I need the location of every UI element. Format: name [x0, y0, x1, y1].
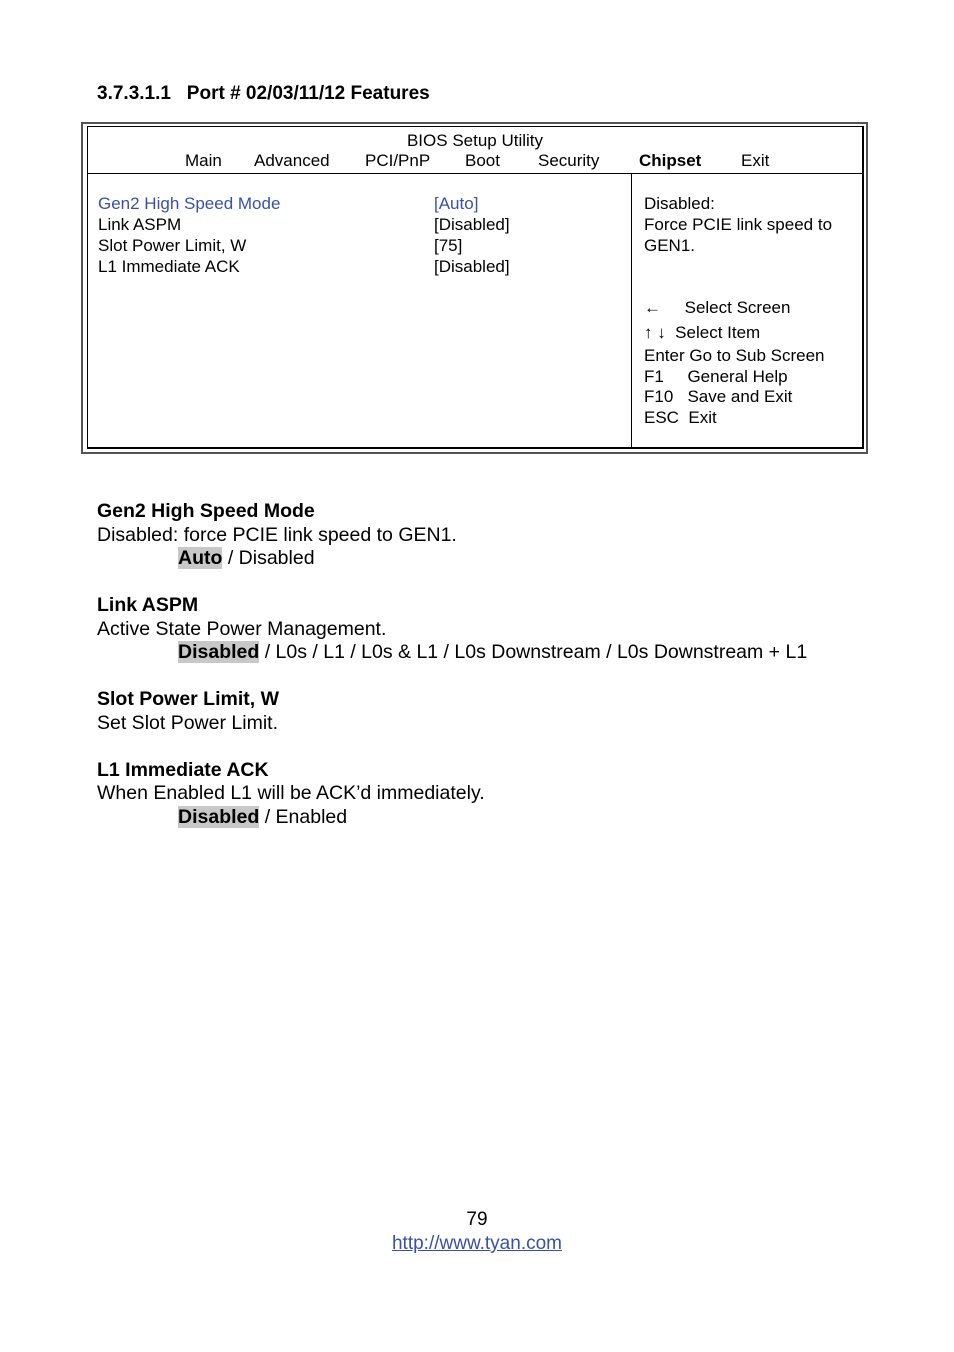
help-line-3: GEN1.	[644, 236, 696, 255]
bios-header-divider	[88, 173, 862, 174]
tab-exit[interactable]: Exit	[741, 151, 770, 170]
default-option: Disabled	[178, 806, 260, 828]
desc-heading-link-aspm: Link ASPM	[97, 594, 199, 616]
desc-text-l1-ack: When Enabled L1 will be ACK’d immediately.	[97, 782, 485, 804]
desc-heading-l1-ack: L1 Immediate ACK	[97, 759, 269, 781]
setting-gen2-high-speed-mode[interactable]: Gen2 High Speed Mode	[98, 194, 281, 213]
setting-value-l1-immediate-ack[interactable]: [Disabled]	[434, 257, 510, 276]
default-option: Auto	[178, 547, 223, 569]
help-line-1: Disabled:	[644, 194, 715, 213]
setting-l1-immediate-ack[interactable]: L1 Immediate ACK	[98, 257, 240, 276]
footer-url-link[interactable]: http://www.tyan.com	[391, 1233, 562, 1254]
key-f10-save-exit: F10 Save and Exit	[644, 387, 793, 406]
key-esc-exit: ESC Exit	[644, 408, 717, 427]
bios-panel-divider	[631, 173, 632, 447]
key-select-screen: ← Select Screen	[644, 298, 791, 317]
key-f1-general-help: F1 General Help	[644, 367, 788, 386]
desc-heading-slot-power: Slot Power Limit, W	[97, 688, 280, 710]
desc-options-l1-ack: Disabled / Enabled	[178, 806, 348, 828]
tab-main[interactable]: Main	[185, 151, 222, 170]
key-enter-sub-screen: Enter Go to Sub Screen	[644, 346, 825, 365]
desc-text-slot-power: Set Slot Power Limit.	[97, 712, 278, 734]
bios-tab-bar	[88, 151, 862, 173]
desc-options-link-aspm: Disabled / L0s / L1 / L0s & L1 / L0s Downstream / L0s Downstream + L1	[178, 641, 808, 663]
tab-security[interactable]: Security	[538, 151, 600, 170]
bios-title: BIOS Setup Utility	[406, 131, 544, 150]
help-line-2: Force PCIE link speed to	[644, 215, 833, 234]
setting-value-slot-power-limit[interactable]: [75]	[434, 236, 463, 255]
desc-options-gen2: Auto / Disabled	[178, 547, 315, 569]
page-number: 79	[466, 1209, 488, 1230]
tab-pci-pnp[interactable]: PCI/PnP	[365, 151, 431, 170]
section-title: 3.7.3.1.1 Port # 02/03/11/12 Features	[97, 83, 430, 104]
default-option: Disabled	[178, 641, 260, 663]
tab-boot[interactable]: Boot	[465, 151, 500, 170]
setting-slot-power-limit[interactable]: Slot Power Limit, W	[98, 236, 247, 255]
setting-value-link-aspm[interactable]: [Disabled]	[434, 215, 510, 234]
tab-chipset[interactable]: Chipset	[639, 151, 702, 170]
tab-advanced[interactable]: Advanced	[254, 151, 330, 170]
bios-frame	[87, 126, 864, 449]
desc-text-gen2: Disabled: force PCIE link speed to GEN1.	[97, 524, 457, 546]
setting-link-aspm[interactable]: Link ASPM	[98, 215, 182, 234]
bios-setup-screen	[81, 122, 868, 454]
desc-text-link-aspm: Active State Power Management.	[97, 618, 387, 640]
key-select-item: ↑ ↓ Select Item	[644, 323, 761, 342]
desc-heading-gen2: Gen2 High Speed Mode	[97, 500, 315, 522]
setting-value-gen2-high-speed-mode[interactable]: [Auto]	[434, 194, 479, 213]
